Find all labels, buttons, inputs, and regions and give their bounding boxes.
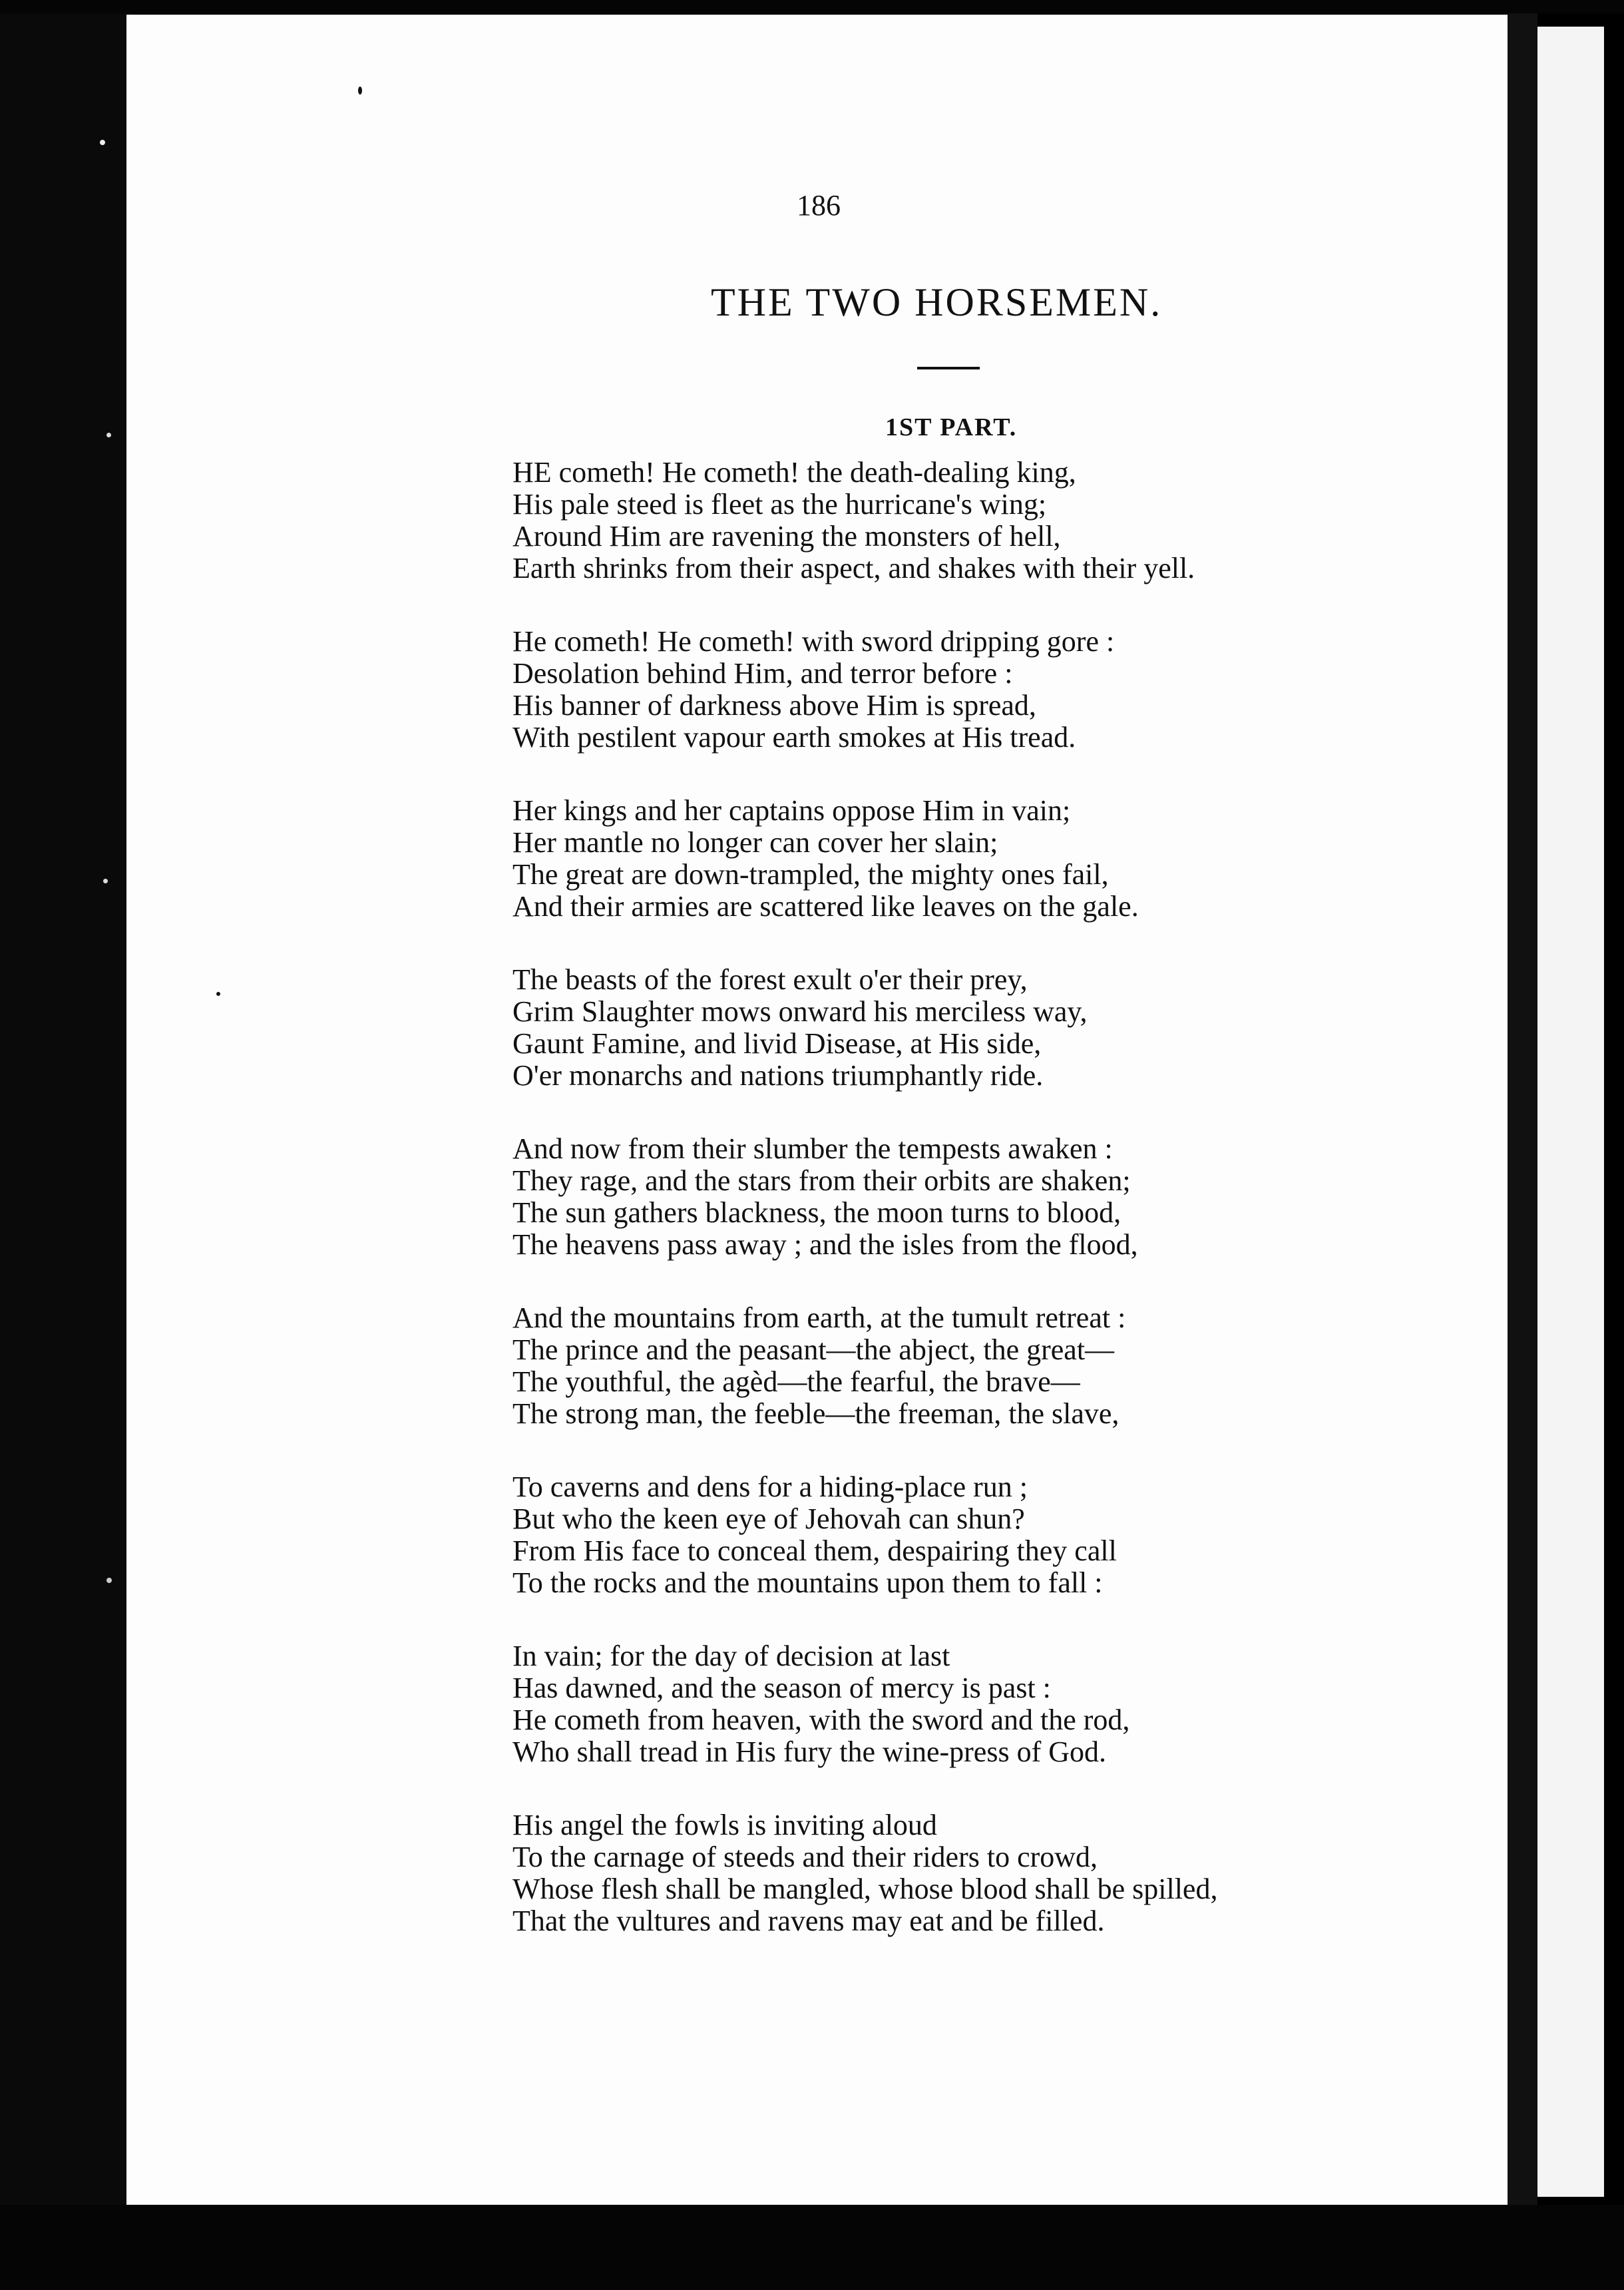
stanza — [512, 1809, 1431, 1937]
poem-line: To the rocks and the mountains upon them to fall : — [512, 1566, 1103, 1599]
poem-line: The beasts of the forest exult o'er their prey, — [512, 963, 1028, 996]
poem-line: And the mountains from earth, at the tumult retreat : — [512, 1301, 1126, 1334]
poem-line: And now from their slumber the tempests awaken : — [512, 1132, 1113, 1165]
stanza — [512, 1302, 1431, 1430]
part-label: 1ST PART. — [885, 413, 1018, 441]
poem-line: The prince and the peasant—the abject, the great— — [512, 1333, 1115, 1366]
poem-line: O'er monarchs and nations triumphantly ride. — [512, 1059, 1044, 1092]
poem-line: He cometh from heaven, with the sword and the rod, — [512, 1704, 1130, 1736]
scan-left-border — [0, 0, 133, 2290]
stanza — [512, 626, 1431, 754]
poem-line: They rage, and the stars from their orbits are shaken; — [512, 1164, 1131, 1197]
poem-line: HE cometh! He cometh! the death-dealing king, — [512, 456, 1076, 489]
scan-speck — [106, 433, 111, 437]
scan-speck — [103, 879, 108, 883]
page-gutter-shadow — [1508, 13, 1537, 2210]
scan-speck — [100, 140, 105, 145]
poem-line: With pestilent vapour earth smokes at His tread. — [512, 721, 1076, 754]
scan-speck — [106, 1578, 112, 1583]
poem-line: And their armies are scattered like leaves on the gale. — [512, 890, 1139, 923]
poem-line: Earth shrinks from their aspect, and shakes with their yell. — [512, 552, 1195, 584]
scan-speck — [216, 992, 220, 996]
poem-line: Has dawned, and the season of mercy is past : — [512, 1672, 1051, 1704]
stanza — [512, 795, 1431, 923]
poem-line: The strong man, the feeble—the freeman, the slave, — [512, 1397, 1119, 1430]
poem-line: The sun gathers blackness, the moon turns to blood, — [512, 1196, 1121, 1229]
poem-line: Her kings and her captains oppose Him in vain; — [512, 794, 1071, 827]
poem-line: But who the keen eye of Jehovah can shun? — [512, 1502, 1025, 1535]
poem-line: Her mantle no longer can cover her slain; — [512, 826, 998, 859]
poem-line: From His face to conceal them, despairing they call — [512, 1534, 1117, 1567]
scan-speck — [358, 87, 362, 95]
poem-line: The youthful, the agèd—the fearful, the brave— — [512, 1365, 1080, 1398]
poem-line: That the vultures and ravens may eat and be filled. — [512, 1905, 1105, 1937]
poem-title: THE TWO HORSEMEN. — [711, 280, 1163, 324]
stanza — [512, 457, 1431, 584]
stanza — [512, 964, 1431, 1092]
poem-line: To the carnage of steeds and their riders to crowd, — [512, 1841, 1098, 1873]
facing-page-edge — [1537, 27, 1604, 2197]
poem-line: His angel the fowls is inviting aloud — [512, 1809, 937, 1841]
poem-line: The great are down-trampled, the mighty ones fail, — [512, 858, 1109, 891]
poem-line: His pale steed is fleet as the hurricane's wing; — [512, 488, 1047, 521]
poem-line: Who shall tread in His fury the wine-press of God. — [512, 1735, 1107, 1768]
poem-body — [512, 457, 1431, 1978]
poem-line: To caverns and dens for a hiding-place run ; — [512, 1471, 1028, 1503]
stanza — [512, 1471, 1431, 1599]
poem-line: He cometh! He cometh! with sword dripping gore : — [512, 625, 1115, 658]
poem-line: Gaunt Famine, and livid Disease, at His side, — [512, 1027, 1042, 1060]
scan-top-border — [0, 0, 1624, 13]
poem-line: His banner of darkness above Him is spread, — [512, 689, 1036, 722]
stanza — [512, 1133, 1431, 1261]
scan-bottom-border — [0, 2205, 1624, 2290]
poem-line: Desolation behind Him, and terror before : — [512, 657, 1013, 690]
page-number: 186 — [797, 189, 841, 222]
poem-line: In vain; for the day of decision at last — [512, 1640, 950, 1672]
poem-line: Grim Slaughter mows onward his merciless way, — [512, 995, 1088, 1028]
stanza — [512, 1640, 1431, 1768]
title-rule — [917, 367, 980, 369]
poem-line: Whose flesh shall be mangled, whose blood shall be spilled, — [512, 1873, 1218, 1905]
poem-line: Around Him are ravening the monsters of hell, — [512, 520, 1061, 553]
poem-line: The heavens pass away ; and the isles from the flood, — [512, 1228, 1138, 1261]
